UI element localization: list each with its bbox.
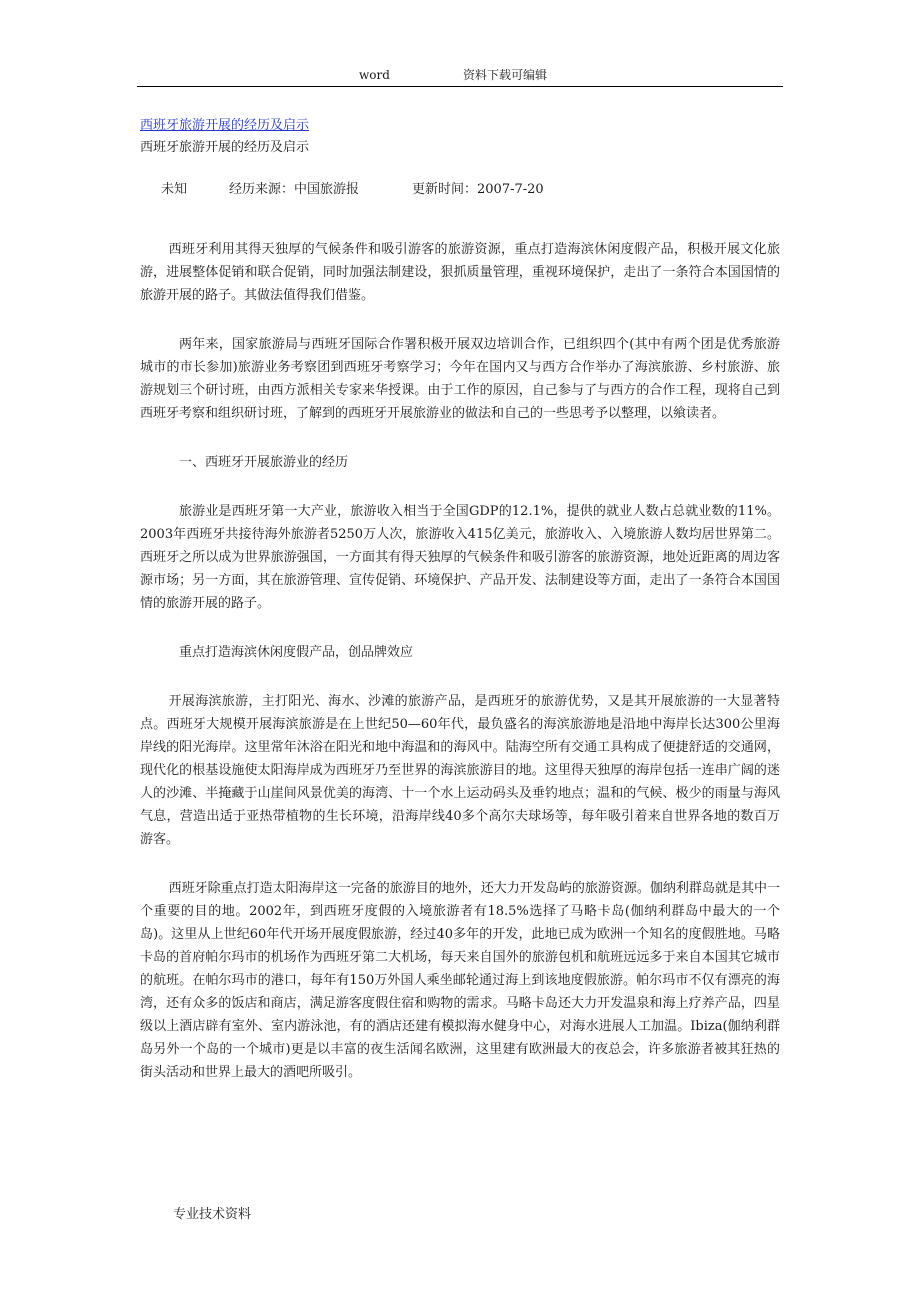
paragraph-industry: 旅游业是西班牙第一大产业，旅游收入相当于全国GDP的12.1%，提供的就业人数占总就业数的11%。2003年西班牙共接待海外旅游者5250万人次，旅游收入415亿美元，旅游收入、入境旅游人数均居世界第二。西班牙之所以成为世界旅游强国，一方面其有得天独厚的气候条件和吸引游客的旅游资源，地处近距离的周边客源市场；另一方面，其在旅游管理、宣传促销、环境保护、产品开发、法制建设等方面，走出了一条符合本国国情的旅游开展的路子。 xyxy=(140,504,780,611)
meta-author: 未知 xyxy=(161,182,188,197)
paragraph-coastal: 开展海滨旅游，主打阳光、海水、沙滩的旅游产品，是西班牙的旅游优势，又是其开展旅游的一大显著特点。西班牙大规模开展海滨旅游是在上世纪50—60年代，最负盛名的海滨旅游地是沿地中海岸长达300公里海岸线的阳光海岸。这里常年沐浴在阳光和地中海温和的海风中。陆海空所有交通工具构成了便捷舒适的交通网，现代化的根基设施使太阳海岸成为西班牙乃至世界的海滨旅游目的地。这里得天独厚的海岸包括一连串广阔的迷人的沙滩、半掩藏于山崖间风景优美的海湾、十一个水上运动码头及垂钓地点；温和的气候、极少的雨量与海风气息，营造出适于亚热带植物的生长环境，沿海岸线40多个高尔夫球场等，每年吸引着来自世界各地的数百万游客。 xyxy=(140,694,780,847)
article-body xyxy=(140,114,780,1084)
subsection-heading: 重点打造海滨休闲度假产品，创品牌效应 xyxy=(179,645,414,660)
meta-source: 经历来源：中国旅游报 xyxy=(229,182,360,197)
article-title-link[interactable]: 西班牙旅游开展的经历及启示 xyxy=(140,118,310,133)
article-meta xyxy=(140,178,780,200)
page-footer: 专业技术资料 xyxy=(173,1207,252,1222)
article-title: 西班牙旅游开展的经历及启示 xyxy=(140,140,310,155)
meta-updated: 更新时间：2007-7-20 xyxy=(412,182,544,197)
page-header xyxy=(137,66,783,87)
paragraph-islands: 西班牙除重点打造太阳海岸这一完备的旅游目的地外，还大力开发岛屿的旅游资源。伽纳利群岛就是其中一个重要的目的地。2002年，到西班牙度假的入境旅游者有18.5%选择了马略卡岛(伽纳利群岛中最大的一个岛)。这里从上世纪60年代开场开展度假旅游，经过40多年的开发，此地已成为欧洲一个知名的度假胜地。马略卡岛的首府帕尔玛市的机场作为西班牙第二大机场，每天来自国外的旅游包机和航班远远多于来自本国其它城市的航班。在帕尔玛市的港口，每年有150万外国人乘坐邮轮通过海上到该地度假旅游。帕尔玛市不仅有漂亮的海湾，还有众多的饭店和商店，满足游客度假住宿和购物的需求。马略卡岛还大力开发温泉和海上疗养产品，四星级以上酒店辟有室外、室内游泳池，有的酒店还建有模拟海水健身中心，对海水进展人工加温。Ibiza(伽纳利群岛另外一个岛的一个城市)更是以丰富的夜生活闻名欧洲，这里建有欧洲最大的夜总会，许多旅游者被其狂热的街头活动和世界上最大的酒吧所吸引。 xyxy=(140,881,780,1080)
section-heading: 一、西班牙开展旅游业的经历 xyxy=(179,455,349,470)
header-word-label: word xyxy=(359,68,390,82)
paragraph-background: 两年来，国家旅游局与西班牙国际合作署积极开展双边培训合作，已组织四个(其中有两个团是优秀旅游城市的市长参加)旅游业务考察团到西班牙考察学习；今年在国内又与西方合作举办了海滨旅游、乡村旅游、旅游规划三个研讨班，由西方派相关专家来华授课。由于工作的原因，自己参与了与西方的合作工程，现将自己到西班牙考察和组织研讨班，了解到的西班牙开展旅游业的做法和自己的一些思考予以整理，以飨读者。 xyxy=(140,337,780,421)
paragraph-intro: 西班牙利用其得天独厚的气候条件和吸引游客的旅游资源，重点打造海滨休闲度假产品，积极开展文化旅游，进展整体促销和联合促销，同时加强法制建设，狠抓质量管理，重视环境保护，走出了一条符合本国国情的旅游开展的路子。其做法值得我们借鉴。 xyxy=(140,242,780,303)
header-download-label: 资料下载可编辑 xyxy=(463,68,548,82)
